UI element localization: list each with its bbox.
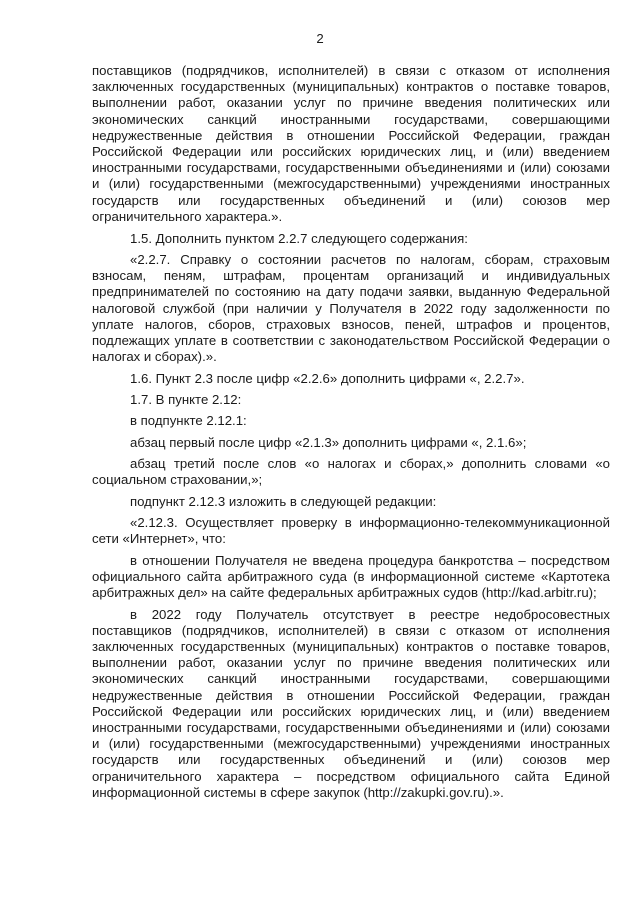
- paragraph-subitem-2-12-1: в подпункте 2.12.1:: [130, 413, 247, 429]
- page-number: 2: [316, 31, 324, 46]
- paragraph-item-1-5: 1.5. Дополнить пунктом 2.2.7 следующего содержания:: [130, 230, 468, 246]
- paragraph-item-1-7: 1.7. В пункте 2.12:: [130, 392, 242, 408]
- paragraph-subitem-2-12-3: подпункт 2.12.3 изложить в следующей редакции:: [130, 493, 437, 509]
- paragraph-item-2-12-3-text: «2.12.3. Осуществляет проверку в информационно-телекоммуникационной сети «Интернет», что:: [92, 515, 610, 547]
- paragraph-first-clause: абзац первый после цифр «2.1.3» дополнить цифрами «, 2.1.6»;: [130, 434, 527, 450]
- paragraph-continuation: поставщиков (подрядчиков, исполнителей) в связи с отказом от исполнения заключенных государственных (муниципальных) контрактов о поставке товаров, выполнении работ, оказании услуг по причине введения политических или экономических санкций иностранными государствами, совершающими недружественные действия в отношении Российской Федерации, граждан Российской Федерации или российских юридических лиц, и (или) введением иностранными государствами, государственными объединениями и (или) союзами и (или) государственными (межгосударственными) учреждениями иностранных государств или государственных объединений и (или) союзов мер ограничительного характера.».: [92, 63, 610, 224]
- paragraph-registry-check: в 2022 году Получатель отсутствует в реестре недобросовестных поставщиков (подрядчиков, исполнителей) в связи с отказом от исполнения заключенных государственных (муниципальных) контрактов о поставке товаров, выполнении работ, оказании услуг по причине введения политических или экономических санкций иностранными государствами, совершающими недружественные действия в отношении Российской Федерации, граждан Российской Федерации или российских юридических лиц, и (или) введением иностранными государствами, государственными объединениями и (или) союзами и (или) государственными (межгосударственными) учреждениями иностранных государств или государственных объединений и (или) союзов мер ограничительного характера – посредством официального сайта Единой информационной системы в сфере закупок (http://zakupki.gov.ru).».: [92, 606, 610, 800]
- paragraph-item-2-2-7: «2.2.7. Справку о состоянии расчетов по налогам, сборам, страховым взносам, пеням, штрафам, процентам организаций и индивидуальных предпринимателей по состоянию на дату подачи заявки, выданную Федеральной налоговой службой (при наличии у Получателя в 2022 году задолженности по уплате налогов, сборов, страховых взносов, пеней, штрафов и процентов, подлежащих уплате в соответствии с законодательством Российской Федерации о налогах и сборах).».: [92, 252, 610, 365]
- paragraph-bankruptcy-check: в отношении Получателя не введена процедура банкротства – посредством официального сайта арбитражного суда (в информационной системе «Картотека арбитражных дел» на сайте федеральных арбитражных судов (http://kad.arbitr.ru);: [92, 552, 610, 601]
- paragraph-third-clause: абзац третий после слов «о налогах и сборах,» дополнить словами «о социальном страховании,»;: [92, 456, 610, 488]
- document-body: [92, 63, 610, 806]
- paragraph-item-1-6: 1.6. Пункт 2.3 после цифр «2.2.6» дополнить цифрами «, 2.2.7».: [130, 370, 525, 386]
